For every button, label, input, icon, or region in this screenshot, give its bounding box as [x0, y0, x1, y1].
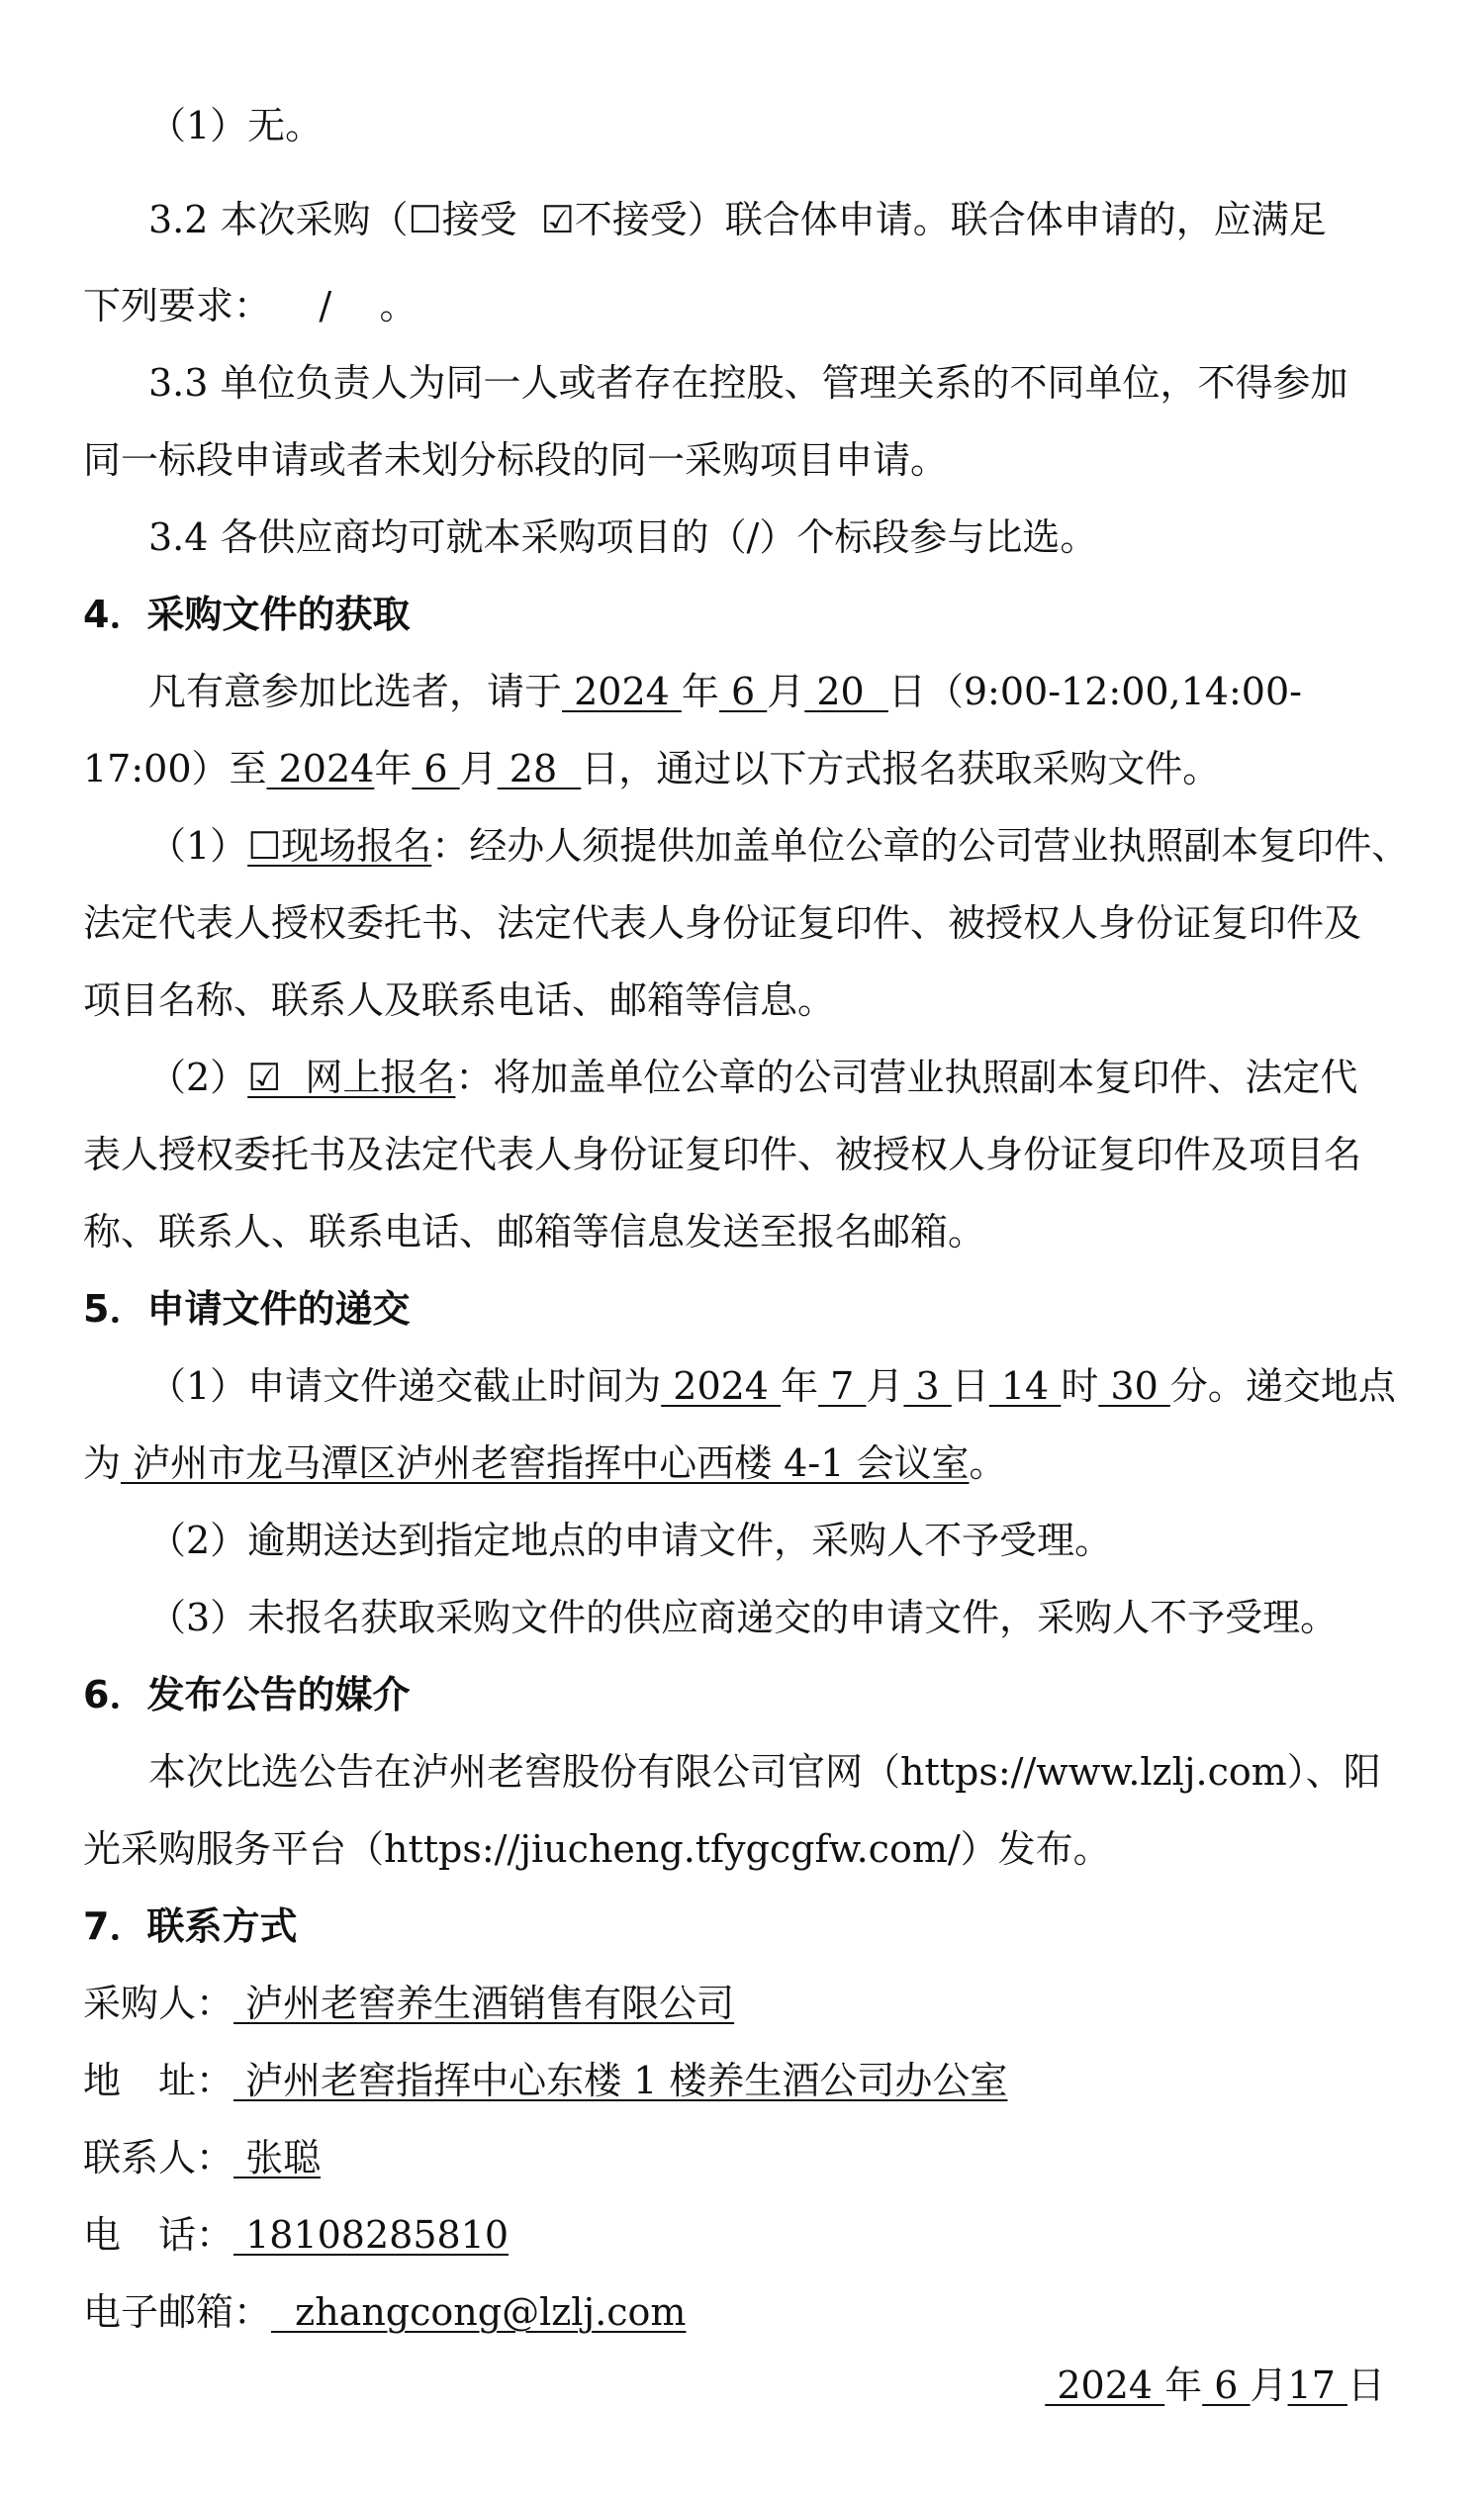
field-label: 采购人：: [83, 1982, 234, 2025]
contact-person-value: 张聪: [233, 2136, 322, 2179]
month-char: 月: [866, 1364, 904, 1408]
para-3-3-line1: [148, 361, 1348, 405]
para-text: 。: [969, 1441, 1007, 1485]
contact-address: [83, 2059, 1008, 2102]
para-text: （2）逾期送达到指定地点的申请文件，采购人不予受理。: [148, 1519, 1113, 1562]
para-text: 凡有意参加比选者，请于: [148, 670, 563, 713]
para-text: 分。递交地点: [1169, 1364, 1396, 1408]
para-5-line3: [148, 1519, 1113, 1562]
end-month: 6: [412, 747, 460, 790]
email-value[interactable]: zhangcong@lzlj.com: [271, 2290, 687, 2334]
option-onsite-line3: [83, 978, 836, 1022]
para-text: ：将加盖单位公章的公司营业执照副本复印件、法定代: [455, 1056, 1358, 1099]
section-heading-6: [83, 1673, 411, 1716]
para-text: 表人授权委托书及法定代表人身份证复印件、被授权人身份证复印件及项目名: [83, 1133, 1362, 1176]
heading-text: 4．采购文件的获取: [83, 593, 411, 636]
section-heading-4: [83, 593, 411, 636]
date-day: 17: [1287, 2363, 1347, 2407]
month-char: 月: [459, 747, 498, 790]
date-month: 6: [1202, 2363, 1251, 2407]
deadline-month: 7: [818, 1364, 867, 1408]
contact-person: [83, 2136, 322, 2179]
para-text: （3）未报名获取采购文件的供应商递交的申请文件，采购人不予受理。: [148, 1596, 1339, 1639]
section-heading-7: [83, 1904, 298, 1948]
para-text: 3.3 单位负责人为同一人或者存在控股、管理关系的不同单位，不得参加: [148, 361, 1348, 405]
item-3-1-1: [148, 104, 324, 147]
hour-char: 时: [1061, 1364, 1099, 1408]
start-month: 6: [718, 670, 768, 713]
para-3-2-line1: [148, 198, 1327, 241]
month-char: 月: [767, 670, 805, 713]
para-text: 日，通过以下方式报名获取采购文件。: [581, 747, 1221, 790]
para-text: 同一标段申请或者未划分标段的同一采购项目申请。: [83, 438, 949, 482]
para-6-line1: [148, 1750, 1381, 1794]
submission-location: 泸州市龙马潭区泸州老窖指挥中心西楼 4-1 会议室: [121, 1441, 970, 1485]
option-number: （2）: [148, 1056, 248, 1099]
para-text: 3.4 各供应商均可就本采购项目的（/）个标段参与比选。: [148, 515, 1098, 559]
document-date: [1045, 2355, 1385, 2409]
para-text: ：经办人须提供加盖单位公章的公司营业执照副本复印件、: [431, 824, 1410, 868]
contact-phone: [83, 2213, 510, 2257]
buyer-value: 泸州老窖养生酒销售有限公司: [233, 1982, 735, 2025]
para-5-line4: [148, 1596, 1339, 1639]
option-online-line3: [83, 1210, 986, 1253]
option-online-line1: [148, 1056, 1358, 1099]
para-4-line2: [83, 747, 1221, 790]
field-label: 电 话：: [83, 2213, 234, 2257]
online-registration-label: ☑ 网上报名: [247, 1056, 456, 1099]
start-day: 20: [804, 670, 888, 713]
day-char: 日: [951, 1364, 989, 1408]
para-text: 。: [379, 284, 417, 327]
month-char: 月: [1250, 2363, 1288, 2407]
para-text: 3.2 本次采购（☐接受 ☑不接受）联合体申请。联合体申请的，应满足: [148, 198, 1327, 241]
day-char: 日: [1346, 2363, 1385, 2407]
para-3-4: [148, 515, 1098, 559]
option-online-line2: [83, 1133, 1362, 1176]
para-6-line2: [83, 1827, 1111, 1871]
contact-email: [83, 2290, 687, 2334]
para-text: 称、联系人、联系电话、邮箱等信息发送至报名邮箱。: [83, 1210, 986, 1253]
deadline-year: 2024: [661, 1364, 782, 1408]
para-text: 下列要求：: [83, 284, 272, 327]
start-year: 2024: [562, 670, 682, 713]
para-3-3-line2: [83, 438, 949, 482]
section-heading-5: [83, 1287, 411, 1331]
heading-text: 5．申请文件的递交: [83, 1287, 411, 1331]
phone-value: 18108285810: [233, 2213, 510, 2257]
year-char: 年: [681, 670, 719, 713]
date-year: 2024: [1045, 2363, 1165, 2407]
deadline-day: 3: [903, 1364, 952, 1408]
para-text: 法定代表人授权委托书、法定代表人身份证复印件、被授权人身份证复印件及: [83, 901, 1362, 945]
para-5-line1: [148, 1364, 1396, 1408]
contact-buyer: [83, 1982, 735, 2025]
para-text: 本次比选公告在泸州老窖股份有限公司官网（https://www.lzlj.com）、阳: [148, 1750, 1381, 1794]
year-char: 年: [781, 1364, 819, 1408]
para-text: （1）申请文件递交截止时间为: [148, 1364, 662, 1408]
field-label: 电子邮箱：: [83, 2290, 272, 2334]
para-text: 日（9:00-12:00,14:00-: [887, 670, 1302, 713]
requirement-value: /: [271, 284, 380, 327]
end-year: 2024: [266, 747, 375, 790]
item-text: （1）无。: [148, 104, 324, 147]
address-value: 泸州老窖指挥中心东楼 1 楼养生酒公司办公室: [233, 2059, 1008, 2102]
field-label: 地 址：: [83, 2059, 234, 2102]
heading-text: 6．发布公告的媒介: [83, 1673, 411, 1716]
end-day: 28: [497, 747, 582, 790]
para-text: 为: [83, 1441, 122, 1485]
option-number: （1）: [148, 824, 248, 868]
option-onsite-line2: [83, 901, 1362, 945]
para-text: 17:00）至: [83, 747, 267, 790]
para-4-line1: [148, 670, 1302, 713]
year-char: 年: [1164, 2363, 1203, 2407]
field-label: 联系人：: [83, 2136, 234, 2179]
para-3-2-line2: [83, 284, 417, 327]
deadline-hour: 14: [988, 1364, 1062, 1408]
year-char: 年: [374, 747, 413, 790]
heading-text: 7．联系方式: [83, 1904, 298, 1948]
deadline-minute: 30: [1098, 1364, 1170, 1408]
para-text: 项目名称、联系人及联系电话、邮箱等信息。: [83, 978, 836, 1022]
option-onsite-line1: [148, 824, 1410, 868]
para-5-line2: [83, 1441, 1007, 1485]
para-text: 光采购服务平台（https://jiucheng.tfygcgfw.com/）发布。: [83, 1827, 1111, 1871]
onsite-registration-label: ☐现场报名: [247, 824, 432, 868]
